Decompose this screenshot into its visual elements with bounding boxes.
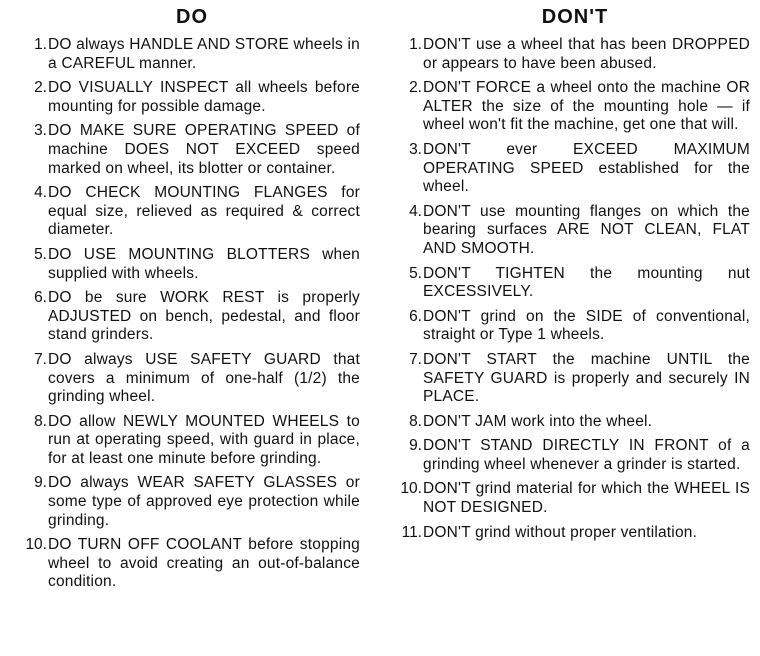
do-column	[10, 0, 360, 598]
dont-item-text: DON'T FORCE a wheel onto the machine OR ALTER the size of the mounting hole — if wheel won't fit the machine, get one that will.	[423, 79, 750, 134]
do-item-number: 5.	[34, 245, 47, 263]
dont-item-number: 10.	[400, 480, 422, 498]
dont-item-text: DON'T JAM work into the wheel.	[423, 412, 653, 430]
dont-item	[390, 265, 750, 302]
do-item-text: DO always USE SAFETY GUARD that covers a minimum of one-half (1/2) the grinding wheel.	[48, 350, 360, 406]
dont-item	[390, 79, 750, 135]
do-item-number: 8.	[34, 412, 47, 430]
dont-item-text: DON'T START the machine UNTIL the SAFETY GUARD is properly and securely IN PLACE.	[423, 350, 750, 406]
do-item-number: 9.	[34, 474, 47, 492]
dont-item-text: DON'T use mounting flanges on which the bearing surfaces ARE NOT CLEAN, FLAT AND SMOOTH.	[423, 202, 750, 257]
dont-item	[390, 351, 750, 407]
do-item-text: DO be sure WORK REST is properly ADJUSTED on bench, pedestal, and floor stand grinders.	[48, 289, 360, 344]
do-item-text: DO always WEAR SAFETY GLASSES or some type of approved eye protection while grinding.	[48, 474, 360, 529]
dont-item-number: 3.	[409, 140, 422, 158]
do-item	[10, 474, 360, 530]
dont-item	[390, 36, 750, 73]
do-item-number: 3.	[34, 122, 47, 140]
do-item-text: DO allow NEWLY MOUNTED WHEELS to run at operating speed, with guard in place, for at least one minute before grinding.	[48, 412, 360, 467]
dont-item-text: DON'T ever EXCEED MAXIMUM OPERATING SPEED established for the wheel.	[423, 140, 750, 196]
do-item-text: DO MAKE SURE OPERATING SPEED of machine DOES NOT EXCEED speed marked on wheel, its blotter or container.	[48, 122, 360, 177]
dont-column	[390, 0, 750, 548]
dont-item-text: DON'T STAND DIRECTLY IN FRONT of a grinding wheel whenever a grinder is started.	[423, 437, 750, 473]
do-item-text: DO VISUALLY INSPECT all wheels before mounting for possible damage.	[48, 79, 360, 115]
dont-item-text: DON'T grind without proper ventilation.	[423, 523, 698, 541]
dont-item-number: 9.	[409, 437, 422, 455]
do-item-text: DO USE MOUNTING BLOTTERS when supplied with wheels.	[48, 245, 360, 282]
dont-item	[390, 308, 750, 345]
dont-item-number: 1.	[409, 36, 422, 53]
do-item	[10, 79, 360, 116]
do-list	[10, 36, 360, 592]
do-item	[10, 246, 360, 283]
do-item-number: 1.	[34, 36, 47, 53]
dont-item-number: 5.	[409, 264, 422, 282]
dont-list	[390, 36, 750, 542]
do-item-number: 4.	[34, 184, 47, 202]
dont-item-number: 6.	[409, 307, 422, 325]
do-item-text: DO CHECK MOUNTING FLANGES for equal size, relieved as required & correct diameter.	[48, 184, 360, 239]
do-item	[10, 122, 360, 178]
dont-item-text: DON'T TIGHTEN the mounting nut EXCESSIVELY.	[423, 264, 750, 301]
do-item-number: 6.	[34, 289, 47, 307]
do-item-text: DO TURN OFF COOLANT before stopping wheel to avoid creating an out-of-balance condition.	[48, 536, 360, 591]
do-heading: DO	[176, 6, 208, 28]
dont-item	[390, 437, 750, 474]
dont-item-number: 8.	[409, 412, 422, 430]
do-item-text: DO always HANDLE AND STORE wheels in a CAREFUL manner.	[48, 36, 360, 72]
dont-item-text: DON'T use a wheel that has been DROPPED or appears to have been abused.	[423, 36, 750, 72]
dont-item-number: 4.	[409, 202, 422, 220]
dont-heading: DON'T	[541, 6, 609, 28]
dont-item-number: 2.	[409, 79, 422, 97]
do-item-number: 2.	[34, 79, 47, 97]
dont-item	[390, 480, 750, 517]
dont-item-text: DON'T grind material for which the WHEEL IS NOT DESIGNED.	[423, 480, 750, 517]
dont-item	[390, 141, 750, 197]
dont-item-text: DON'T grind on the SIDE of conventional, straight or Type 1 wheels.	[423, 307, 750, 344]
do-item	[10, 184, 360, 240]
do-item-number: 10.	[25, 536, 47, 554]
do-item	[10, 351, 360, 407]
do-item	[10, 536, 360, 592]
dont-item	[390, 203, 750, 259]
do-item	[10, 413, 360, 469]
do-item	[10, 36, 360, 73]
dont-item-number: 7.	[409, 350, 422, 368]
dont-item	[390, 524, 750, 543]
do-item	[10, 289, 360, 345]
do-item-number: 7.	[34, 350, 47, 368]
dont-item-number: 11.	[401, 523, 422, 541]
dont-item	[390, 413, 750, 432]
